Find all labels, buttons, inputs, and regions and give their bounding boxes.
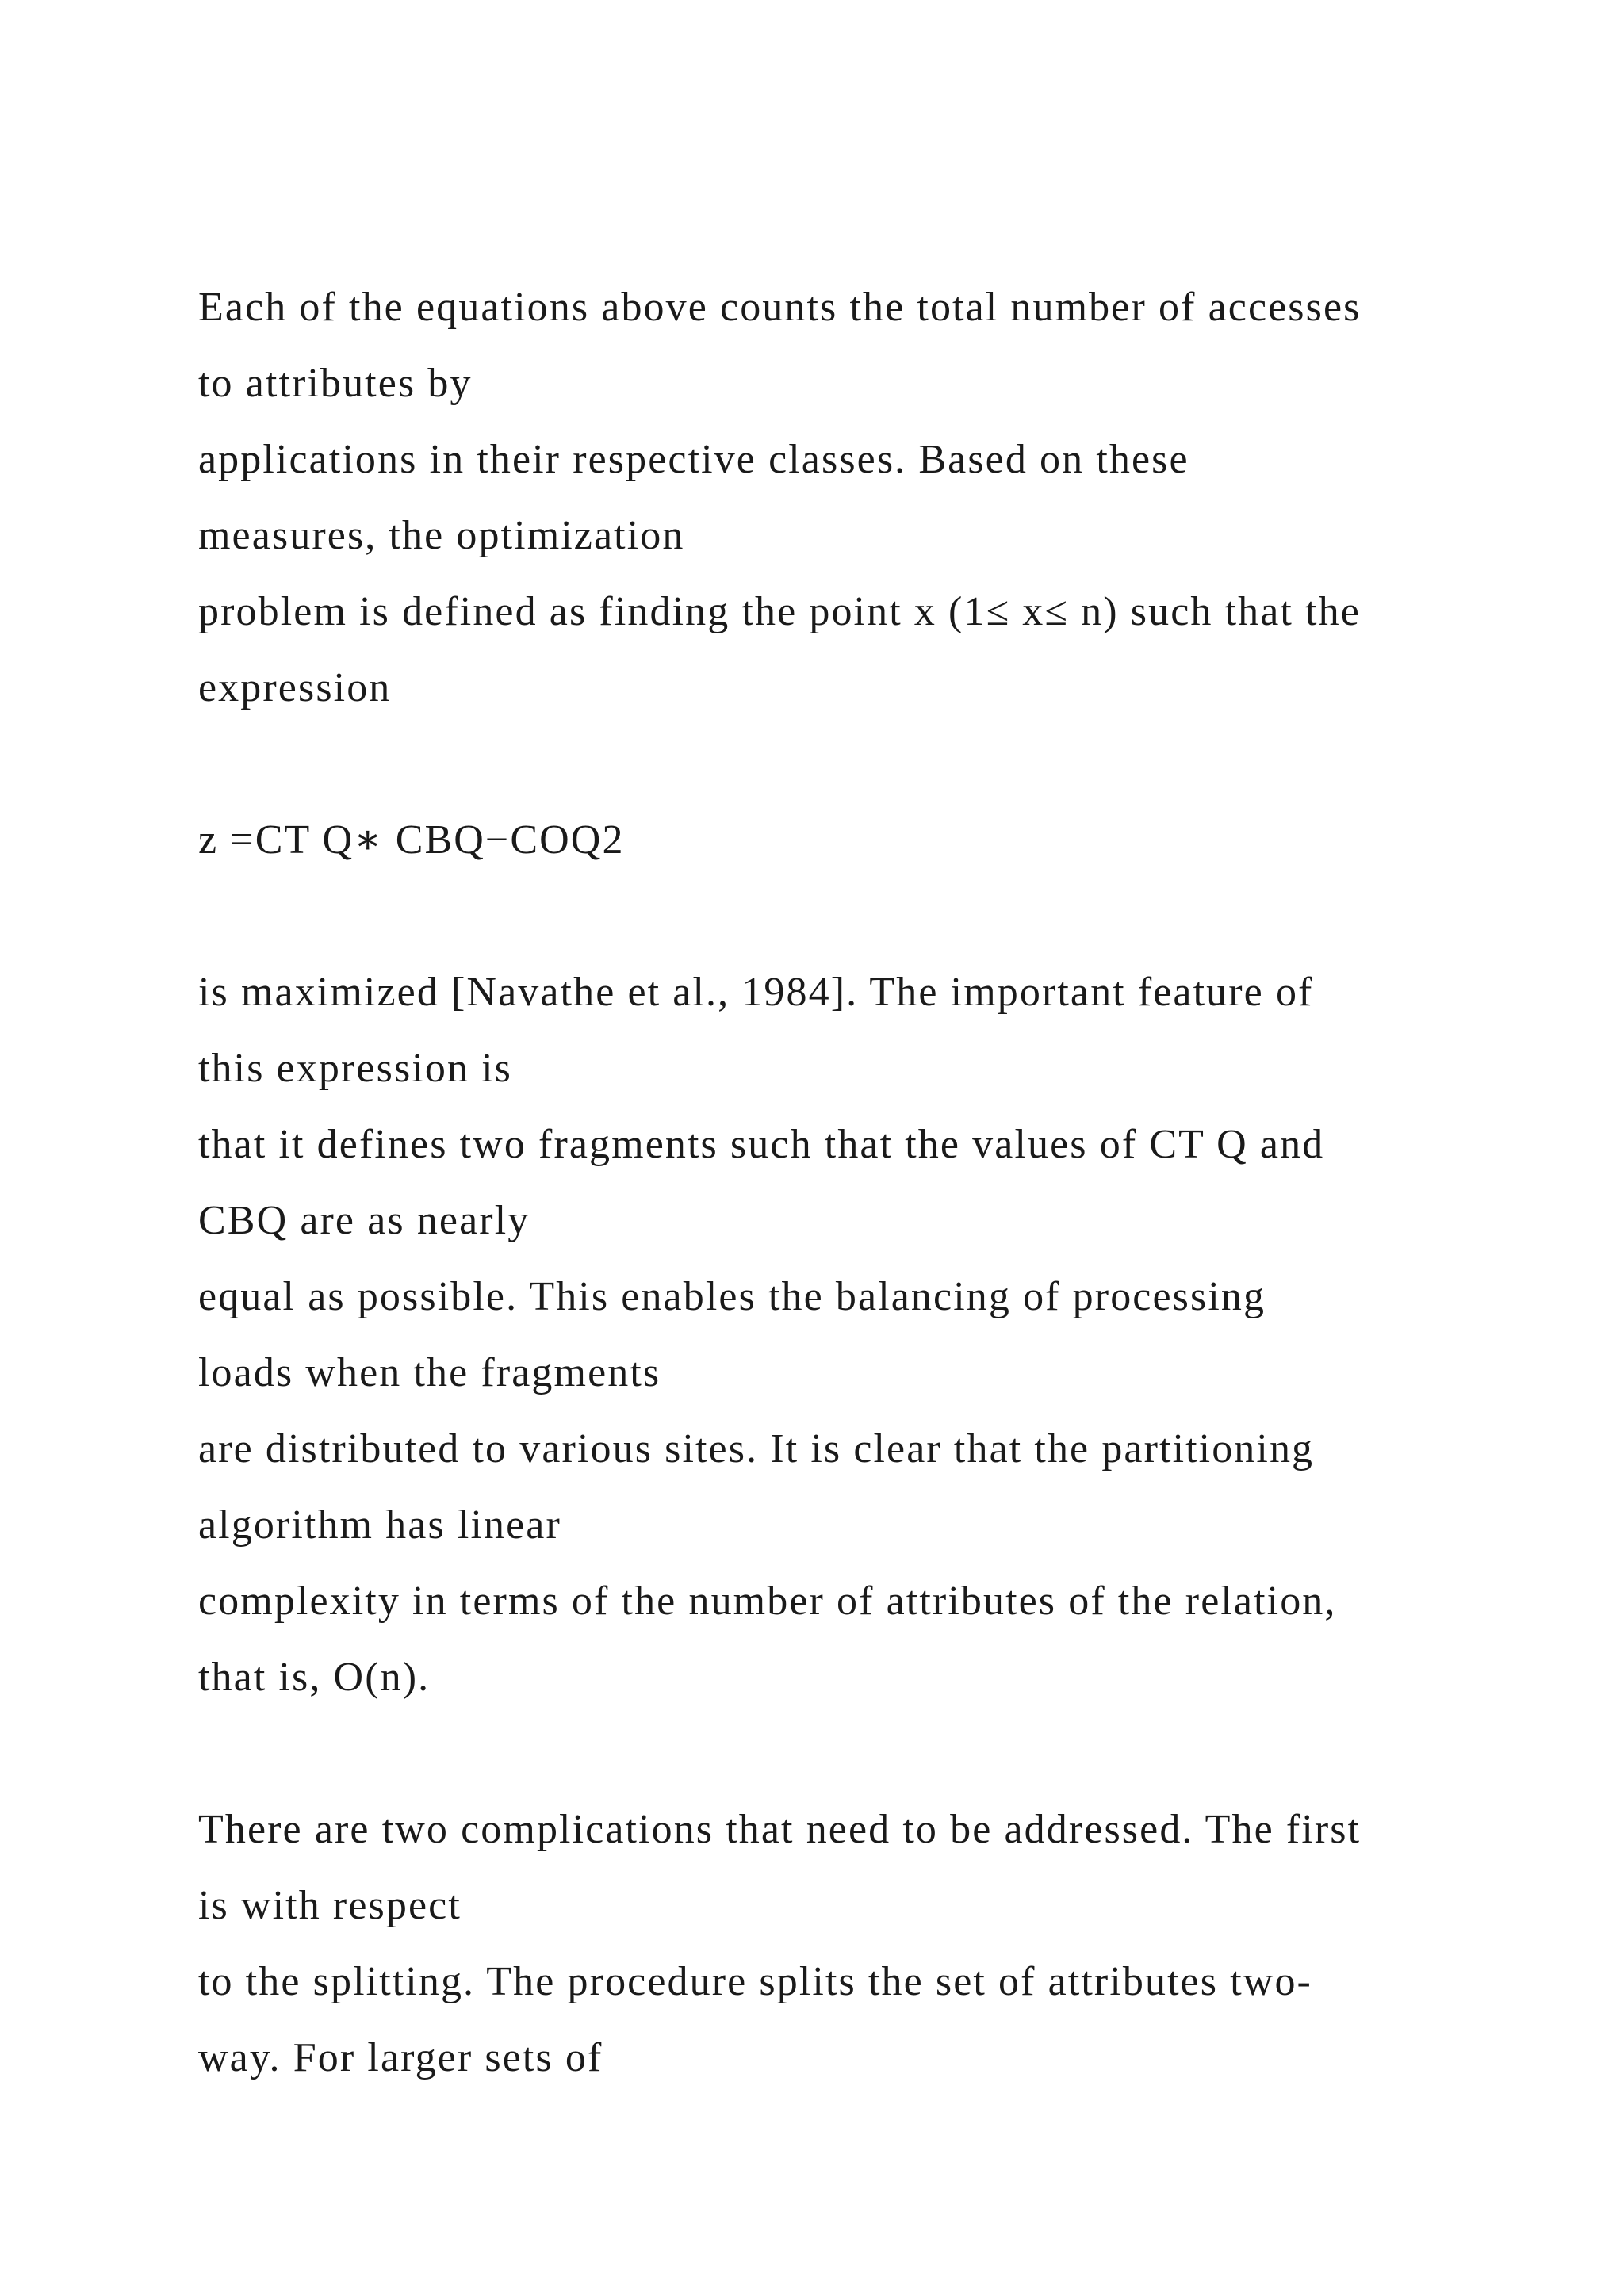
text-line: expression — [198, 665, 392, 710]
text-line: equal as possible. This enables the balancing of processing — [198, 1274, 1266, 1319]
text-line: loads when the fragments — [198, 1350, 661, 1395]
text-line: measures, the optimization — [198, 513, 685, 558]
text-line: is maximized [Navathe et al., 1984]. The important feature of — [198, 970, 1314, 1015]
text-line: algorithm has linear — [198, 1502, 561, 1548]
equation-line: z =CT Q∗ CBQ−COQ2 — [198, 817, 625, 863]
paragraph-spacer — [198, 726, 1515, 802]
paragraph-intro — [198, 270, 1515, 726]
text-line: is with respect — [198, 1883, 462, 1928]
text-line: that it defines two fragments such that the values of CT Q and — [198, 1122, 1325, 1167]
text-line: complexity in terms of the number of attributes of the relation, — [198, 1578, 1337, 1624]
text-line: that is, O(n). — [198, 1655, 431, 1700]
text-line: to attributes by — [198, 361, 473, 406]
text-line: this expression is — [198, 1046, 513, 1091]
text-line: applications in their respective classes. Based on these — [198, 437, 1189, 482]
paragraph-complications — [198, 1792, 1515, 2096]
document-body — [198, 270, 1515, 2096]
paragraph-maximization — [198, 955, 1515, 1716]
paragraph-spacer — [198, 1716, 1515, 1792]
text-line: to the splitting. The procedure splits the set of attributes two- — [198, 1959, 1312, 2004]
paragraph-spacer — [198, 878, 1515, 955]
text-line: way. For larger sets of — [198, 2035, 603, 2080]
text-line: Each of the equations above counts the total number of accesses — [198, 285, 1362, 330]
text-line: CBQ are as nearly — [198, 1198, 530, 1243]
text-line: are distributed to various sites. It is clear that the partitioning — [198, 1426, 1315, 1471]
text-line: problem is defined as finding the point x (1≤ x≤ n) such that the — [198, 589, 1361, 634]
text-line: There are two complications that need to be addressed. The first — [198, 1807, 1362, 1852]
equation — [198, 802, 1515, 878]
